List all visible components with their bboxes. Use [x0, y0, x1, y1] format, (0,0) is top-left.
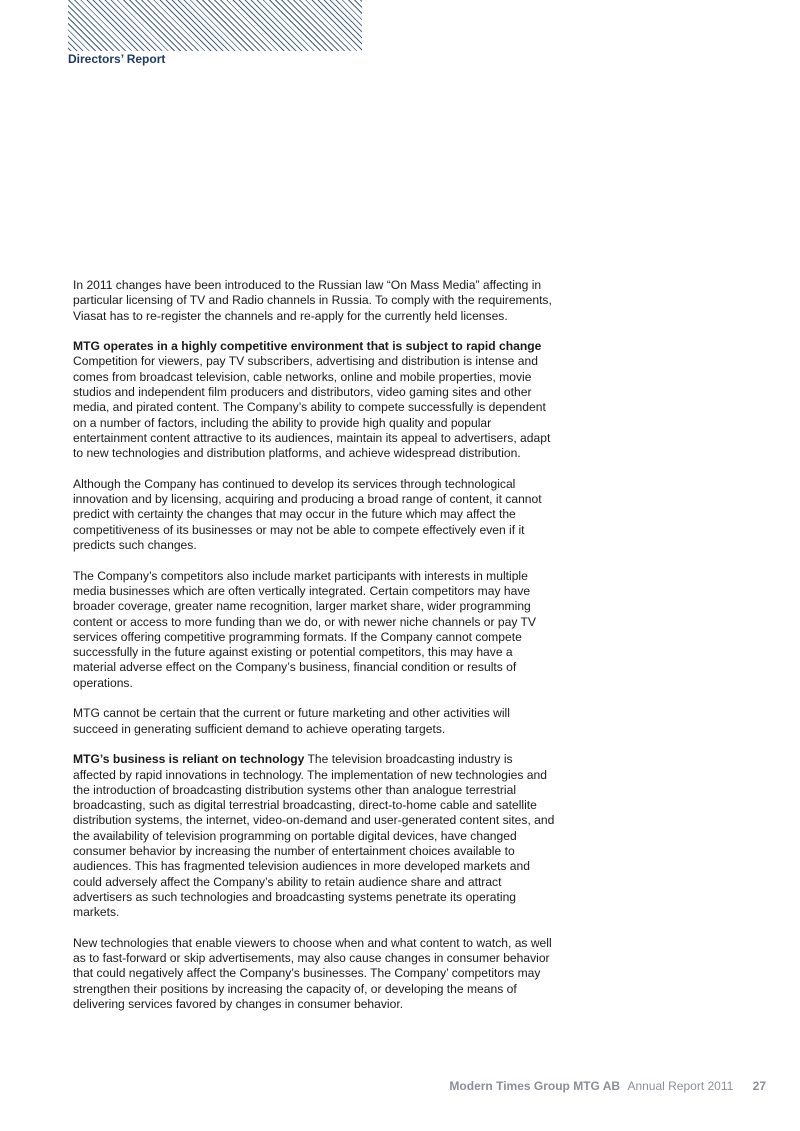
- text-line: [73, 752, 563, 767]
- text-line: distribution systems, the internet, video-on-demand and user-generated content sites, and: [73, 813, 555, 828]
- text-line: markets.: [73, 905, 120, 920]
- text-line: content or access to more funding than we do, or with newer niche channels or pay TV: [73, 614, 536, 629]
- text-line: In 2011 changes have been introduced to the Russian law “On Mass Media” affecting in: [73, 278, 542, 292]
- text-line: comes from broadcast television, cable networks, online and mobile properties, movie: [73, 369, 532, 384]
- text-line: predicts such changes.: [73, 538, 197, 553]
- header-hatch-pattern: [68, 0, 362, 51]
- text-line: The Company’s competitors also include market participants with interests in multiple: [73, 568, 528, 583]
- text-line: as to fast-forward or skip advertisements, may also cause changes in consumer behavior: [73, 951, 550, 966]
- paragraph-heading: MTG operates in a highly competitive environment that is subject to rapid change: [73, 339, 542, 354]
- text-line: operations.: [73, 675, 133, 690]
- paragraph-marketing: [73, 706, 563, 737]
- text-line: audiences. This has fragmented television audiences in more developed markets and: [73, 859, 530, 874]
- paragraph-competitive-environment: [73, 339, 563, 461]
- text-line: consumer behavior by increasing the number of entertainment choices available to: [73, 843, 515, 858]
- text-line: that could negatively affect the Company’s businesses. The Company’ competitors may: [73, 966, 541, 981]
- text-line: MTG cannot be certain that the current or future marketing and other activities will: [73, 706, 510, 721]
- text-line: media, and pirated content. The Company’s ability to compete successfully is dependent: [73, 400, 546, 415]
- section-title: Directors’ Report: [68, 52, 166, 66]
- paragraph-reliant-on-technology: [73, 752, 563, 920]
- text-line: material adverse effect on the Company’s business, financial condition or results of: [73, 660, 517, 675]
- text-line: studios and independent film producers and distributors, video gaming sites and other: [73, 385, 532, 400]
- text-line: advertisers as such technologies and broadcasting systems penetrate its operating: [73, 889, 517, 904]
- text-line: the availability of television programming on portable digital devices, have changed: [73, 828, 517, 843]
- text-line: competitiveness of its businesses or may not be able to compete effectively even if it: [73, 522, 525, 537]
- text-line: Competition for viewers, pay TV subscribers, advertising and distribution is intense and: [73, 354, 538, 369]
- inline-heading: MTG’s business is reliant on technology: [73, 752, 305, 767]
- text-line: particular licensing of TV and Radio channels in Russia. To comply with the requirements,: [73, 293, 552, 308]
- text-line: affected by rapid innovations in technology. The implementation of new technologies and: [73, 767, 547, 782]
- text-line: predict with certainty the changes that may occur in the future which may affect the: [73, 507, 516, 522]
- text-line: the introduction of broadcasting distribution systems other than analogue terrestrial: [73, 782, 517, 797]
- text-fragment: The television broadcasting industry is: [304, 752, 513, 767]
- text-line: services offering competitive programming formats. If the Company cannot compete: [73, 629, 522, 644]
- text-line: Viasat has to re-register the channels and re-apply for the currently held licenses.: [73, 308, 508, 323]
- text-line: media businesses which are often vertically integrated. Certain competitors may have: [73, 583, 531, 598]
- paragraph-competitors: [73, 569, 563, 691]
- text-line: entertainment content attractive to its audiences, maintain its appeal to advertisers, adapt: [73, 430, 551, 445]
- text-line: broadcasting, such as digital terrestrial broadcasting, direct-to-home cable and satellite: [73, 798, 537, 813]
- footer-report-title: Annual Report 2011: [627, 1079, 734, 1093]
- paragraph-technological-innovation: [73, 477, 563, 553]
- text-line: innovation and by licensing, acquiring and producing a broad range of content, it cannot: [73, 492, 542, 507]
- text-line: delivering services favored by changes in consumer behavior.: [73, 996, 404, 1011]
- text-line: on a number of factors, including the ability to provide high quality and popular: [73, 415, 492, 430]
- page-number: 27: [752, 1079, 766, 1093]
- text-line: successfully in the future against existing or potential competitors, this may have a: [73, 645, 513, 660]
- text-line: succeed in generating sufficient demand to achieve operating targets.: [73, 721, 446, 736]
- paragraph-russian-media-law: [73, 278, 563, 324]
- text-line: broader coverage, greater name recognition, larger market share, wider programming: [73, 599, 531, 614]
- text-line: could adversely affect the Company’s ability to retain audience share and attract: [73, 874, 502, 889]
- footer-company: Modern Times Group MTG AB: [449, 1079, 621, 1093]
- text-line: strengthen their positions by increasing the capacity of, or developing the means of: [73, 981, 517, 996]
- text-line: Although the Company has continued to develop its services through technological: [73, 476, 516, 491]
- text-line: New technologies that enable viewers to choose when and what content to watch, as well: [73, 935, 552, 950]
- page-footer: [449, 1079, 766, 1093]
- text-line: to new technologies and distribution platforms, and achieve widespread distribution.: [73, 446, 521, 461]
- paragraph-new-technologies: [73, 936, 563, 1012]
- body-text: [73, 278, 563, 1028]
